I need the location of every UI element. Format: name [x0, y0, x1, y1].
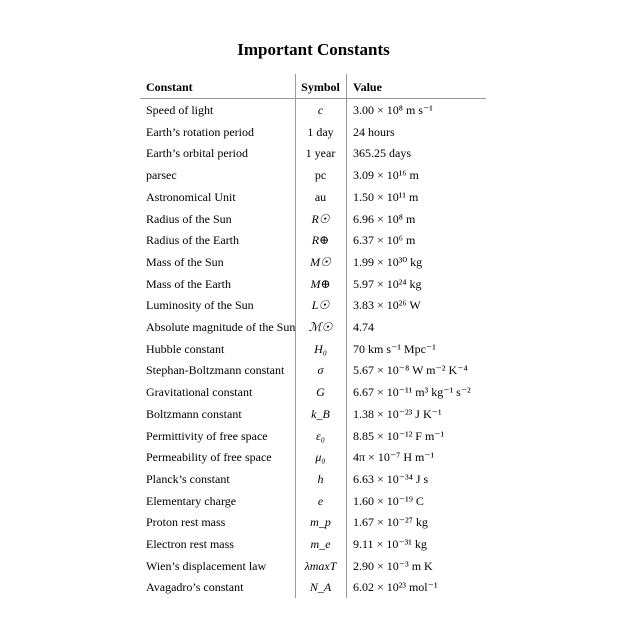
constant-name: Radius of the Earth — [146, 233, 239, 248]
constant-name: Absolute magnitude of the Sun — [146, 320, 296, 334]
constant-symbol: au — [314, 189, 327, 204]
constant-name: Planck’s constant — [146, 471, 230, 486]
constant-symbol: 1 day — [307, 124, 334, 139]
constant-symbol: μ₀ — [315, 450, 326, 465]
constant-name: parsec — [146, 168, 177, 183]
table-row — [140, 360, 486, 380]
table-row — [140, 512, 486, 532]
constant-name: Radius of the Sun — [146, 211, 232, 226]
constant-value: 6.37 × 10⁶ m — [353, 233, 416, 248]
table-row — [140, 165, 486, 185]
constant-value: 365.25 days — [353, 146, 411, 161]
table-row — [140, 100, 486, 120]
constant-value: 70 km s⁻¹ Mpc⁻¹ — [353, 341, 436, 356]
constant-value: 2.90 × 10⁻³ m K — [353, 558, 433, 573]
constant-symbol: c — [317, 103, 324, 117]
constant-value: 4π × 10⁻⁷ H m⁻¹ — [353, 450, 435, 465]
constant-symbol: ε₀ — [316, 428, 325, 443]
constant-value: 1.99 × 10³⁰ kg — [353, 254, 423, 269]
header-rule — [140, 98, 486, 99]
table-row — [140, 556, 486, 576]
constant-value: 6.67 × 10⁻¹¹ m³ kg⁻¹ s⁻² — [353, 385, 471, 400]
constant-symbol: pc — [314, 168, 327, 183]
constant-symbol: σ — [317, 363, 324, 378]
constant-symbol: R⊕ — [311, 233, 330, 248]
table-header — [140, 80, 486, 96]
constant-symbol: 1 year — [305, 146, 336, 161]
constant-symbol: k_B — [311, 406, 330, 421]
constant-symbol: L☉ — [311, 298, 330, 313]
constant-name: Hubble constant — [146, 341, 225, 356]
constant-name: Wien’s displacement law — [146, 558, 267, 573]
constant-symbol: ℳ☉ — [308, 320, 333, 334]
constant-symbol: m_e — [310, 537, 331, 551]
table-row — [140, 577, 486, 597]
constant-value: 1.60 × 10⁻¹⁹ C — [353, 493, 424, 508]
constant-name: Proton rest mass — [146, 515, 226, 530]
constant-value: 24 hours — [353, 124, 395, 139]
constant-symbol: λmaxT — [304, 558, 337, 573]
constant-name: Mass of the Earth — [146, 276, 231, 291]
header-symbol: Symbol — [301, 80, 340, 94]
table-row — [140, 143, 486, 163]
constant-value: 5.67 × 10⁻⁸ W m⁻² K⁻⁴ — [353, 363, 468, 378]
constant-symbol: N_A — [309, 580, 332, 595]
constant-symbol: G — [316, 385, 325, 400]
constant-name: Mass of the Sun — [146, 254, 224, 269]
constant-symbol: e — [317, 493, 324, 508]
header-constant: Constant — [146, 80, 193, 94]
constant-name: Astronomical Unit — [146, 189, 236, 204]
constant-value: 9.11 × 10⁻³¹ kg — [353, 537, 427, 551]
table-row — [140, 491, 486, 511]
constant-symbol: M☉ — [310, 254, 331, 269]
constant-name: Luminosity of the Sun — [146, 298, 254, 313]
constant-symbol: H₀ — [314, 341, 327, 356]
constant-value: 3.83 × 10²⁶ W — [353, 298, 421, 313]
table-row — [140, 209, 486, 229]
table-row — [140, 274, 486, 294]
constant-name: Elementary charge — [146, 493, 237, 508]
constant-name: Earth’s rotation period — [146, 124, 254, 139]
page-title: Important Constants — [237, 40, 390, 59]
table-row — [140, 252, 486, 272]
table-row — [140, 534, 486, 554]
table-row — [140, 404, 486, 424]
constant-name: Permittivity of free space — [146, 428, 268, 443]
constant-name: Boltzmann constant — [146, 406, 242, 421]
constant-name: Stephan-Boltzmann constant — [146, 363, 285, 378]
constant-value: 8.85 × 10⁻¹² F m⁻¹ — [353, 428, 445, 443]
constant-symbol: M⊕ — [310, 276, 331, 291]
constant-value: 6.96 × 10⁸ m — [353, 211, 416, 226]
table-row — [140, 426, 486, 446]
constant-value: 4.74 — [353, 320, 374, 334]
constant-value: 5.97 × 10²⁴ kg — [353, 276, 422, 291]
constant-value: 3.09 × 10¹⁶ m — [353, 168, 419, 183]
constant-value: 3.00 × 10⁸ m s⁻¹ — [353, 103, 433, 117]
constant-value: 1.50 × 10¹¹ m — [353, 189, 419, 204]
table-row — [140, 339, 486, 359]
constant-value: 6.63 × 10⁻³⁴ J s — [353, 471, 429, 486]
table-row — [140, 187, 486, 207]
constant-symbol: h — [317, 471, 324, 486]
constant-value: 1.38 × 10⁻²³ J K⁻¹ — [353, 406, 442, 421]
table-row — [140, 317, 486, 337]
constant-symbol: m_p — [310, 515, 331, 530]
constant-name: Avagadro’s constant — [146, 580, 244, 595]
constant-value: 6.02 × 10²³ mol⁻¹ — [353, 580, 438, 595]
constant-symbol: R☉ — [311, 211, 330, 226]
constant-value: 1.67 × 10⁻²⁷ kg — [353, 515, 428, 530]
constant-name: Permeability of free space — [146, 450, 272, 465]
header-value: Value — [353, 80, 382, 94]
table-row — [140, 122, 486, 142]
constant-name: Speed of light — [146, 103, 214, 117]
table-row — [140, 230, 486, 250]
table-row — [140, 382, 486, 402]
table-row — [140, 447, 486, 467]
constant-name: Earth’s orbital period — [146, 146, 248, 161]
table-row — [140, 295, 486, 315]
constant-name: Gravitational constant — [146, 385, 253, 400]
table-row — [140, 469, 486, 489]
constant-name: Electron rest mass — [146, 537, 234, 551]
